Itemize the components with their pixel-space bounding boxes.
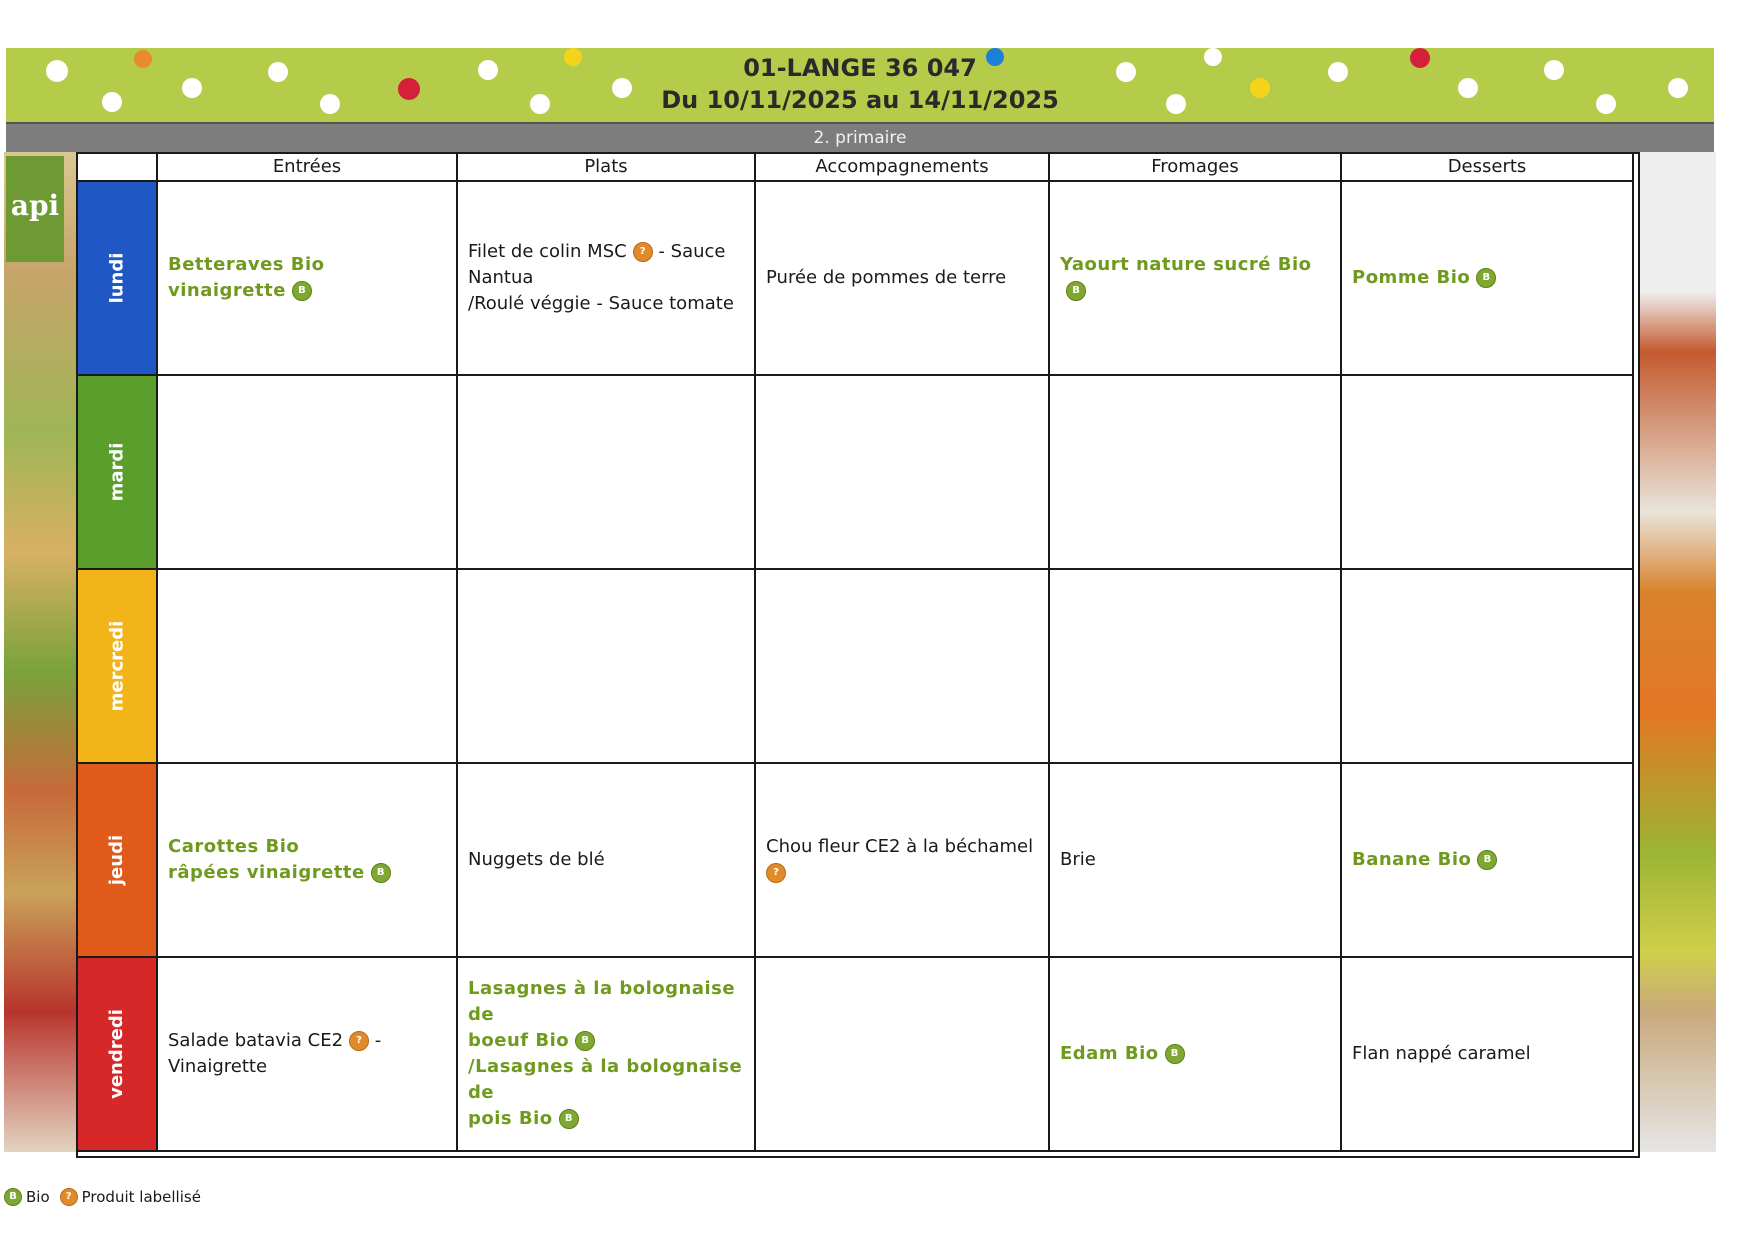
- day-label-vendredi: vendredi: [78, 958, 158, 1152]
- bio-leaf-icon: B: [575, 1031, 595, 1051]
- jeudi-entree: Carottes Bio râpées vinaigrette B: [158, 764, 458, 958]
- mercredi-dessert: [1342, 570, 1634, 764]
- vendredi-dessert: Flan nappé caramel: [1342, 958, 1634, 1152]
- mardi-accompagnement: [756, 376, 1050, 570]
- bio-leaf-icon: B: [1165, 1044, 1185, 1064]
- jeudi-fromage: Brie: [1050, 764, 1342, 958]
- corner-cell: [78, 154, 158, 182]
- lundi-plat: Filet de colin MSC ? - Sauce Nantua /Roulé véggie - Sauce tomate: [458, 182, 756, 376]
- right-decoration: [1640, 152, 1716, 1152]
- bio-leaf-icon: B: [292, 281, 312, 301]
- column-header-plats: Plats: [458, 154, 756, 182]
- column-header-entrees: Entrées: [158, 154, 458, 182]
- date-range: Du 10/11/2025 au 14/11/2025: [661, 86, 1059, 114]
- mardi-fromage: [1050, 376, 1342, 570]
- lundi-dessert: Pomme Bio B: [1342, 182, 1634, 376]
- day-label-jeudi: jeudi: [78, 764, 158, 958]
- mercredi-fromage: [1050, 570, 1342, 764]
- bio-leaf-icon: B: [4, 1188, 22, 1206]
- vendredi-entree: Salade batavia CE2 ? - Vinaigrette: [158, 958, 458, 1152]
- vendredi-fromage: Edam Bio B: [1050, 958, 1342, 1152]
- jeudi-dessert: Banane Bio B: [1342, 764, 1634, 958]
- mardi-entree: [158, 376, 458, 570]
- left-decoration: [4, 152, 76, 1152]
- vendredi-plat: Lasagnes à la bolognaise de boeuf Bio B /Lasagnes à la bolognaise de pois Bio B: [458, 958, 756, 1152]
- bio-leaf-icon: B: [371, 863, 391, 883]
- legend-label-text: Produit labellisé: [81, 1188, 201, 1206]
- mercredi-plat: [458, 570, 756, 764]
- menu-table: [76, 152, 1640, 1158]
- mardi-dessert: [1342, 376, 1634, 570]
- legend-bio-label: Bio: [26, 1188, 50, 1206]
- site-name: 01-LANGE 36 047: [743, 54, 977, 82]
- produit-labellise-icon: ?: [60, 1188, 78, 1206]
- jeudi-plat: Nuggets de blé: [458, 764, 756, 958]
- lundi-entree: Betteraves Bio vinaigrette B: [158, 182, 458, 376]
- lundi-fromage: Yaourt nature sucré BioB: [1050, 182, 1342, 376]
- api-logo: api: [6, 156, 64, 262]
- bio-leaf-icon: B: [1066, 281, 1086, 301]
- vendredi-accompagnement: [756, 958, 1050, 1152]
- produit-labellise-icon: ?: [349, 1031, 369, 1051]
- mercredi-entree: [158, 570, 458, 764]
- column-header-desserts: Desserts: [1342, 154, 1634, 182]
- bio-leaf-icon: B: [1476, 268, 1496, 288]
- bio-leaf-icon: B: [559, 1109, 579, 1129]
- mardi-plat: [458, 376, 756, 570]
- jeudi-accompagnement: Chou fleur CE2 à la béchamel ?: [756, 764, 1050, 958]
- produit-labellise-icon: ?: [633, 242, 653, 262]
- menu-title: [6, 52, 1714, 116]
- school-level-bar: 2. primaire: [6, 122, 1714, 154]
- lundi-accompagnement: Purée de pommes de terre: [756, 182, 1050, 376]
- legend: [4, 1188, 201, 1206]
- day-label-mercredi: mercredi: [78, 570, 158, 764]
- mercredi-accompagnement: [756, 570, 1050, 764]
- day-label-mardi: mardi: [78, 376, 158, 570]
- produit-labellise-icon: ?: [766, 863, 786, 883]
- header-banner: [6, 48, 1714, 122]
- column-header-fromages: Fromages: [1050, 154, 1342, 182]
- column-header-accompagnements: Accompagnements: [756, 154, 1050, 182]
- day-label-lundi: lundi: [78, 182, 158, 376]
- bio-leaf-icon: B: [1477, 850, 1497, 870]
